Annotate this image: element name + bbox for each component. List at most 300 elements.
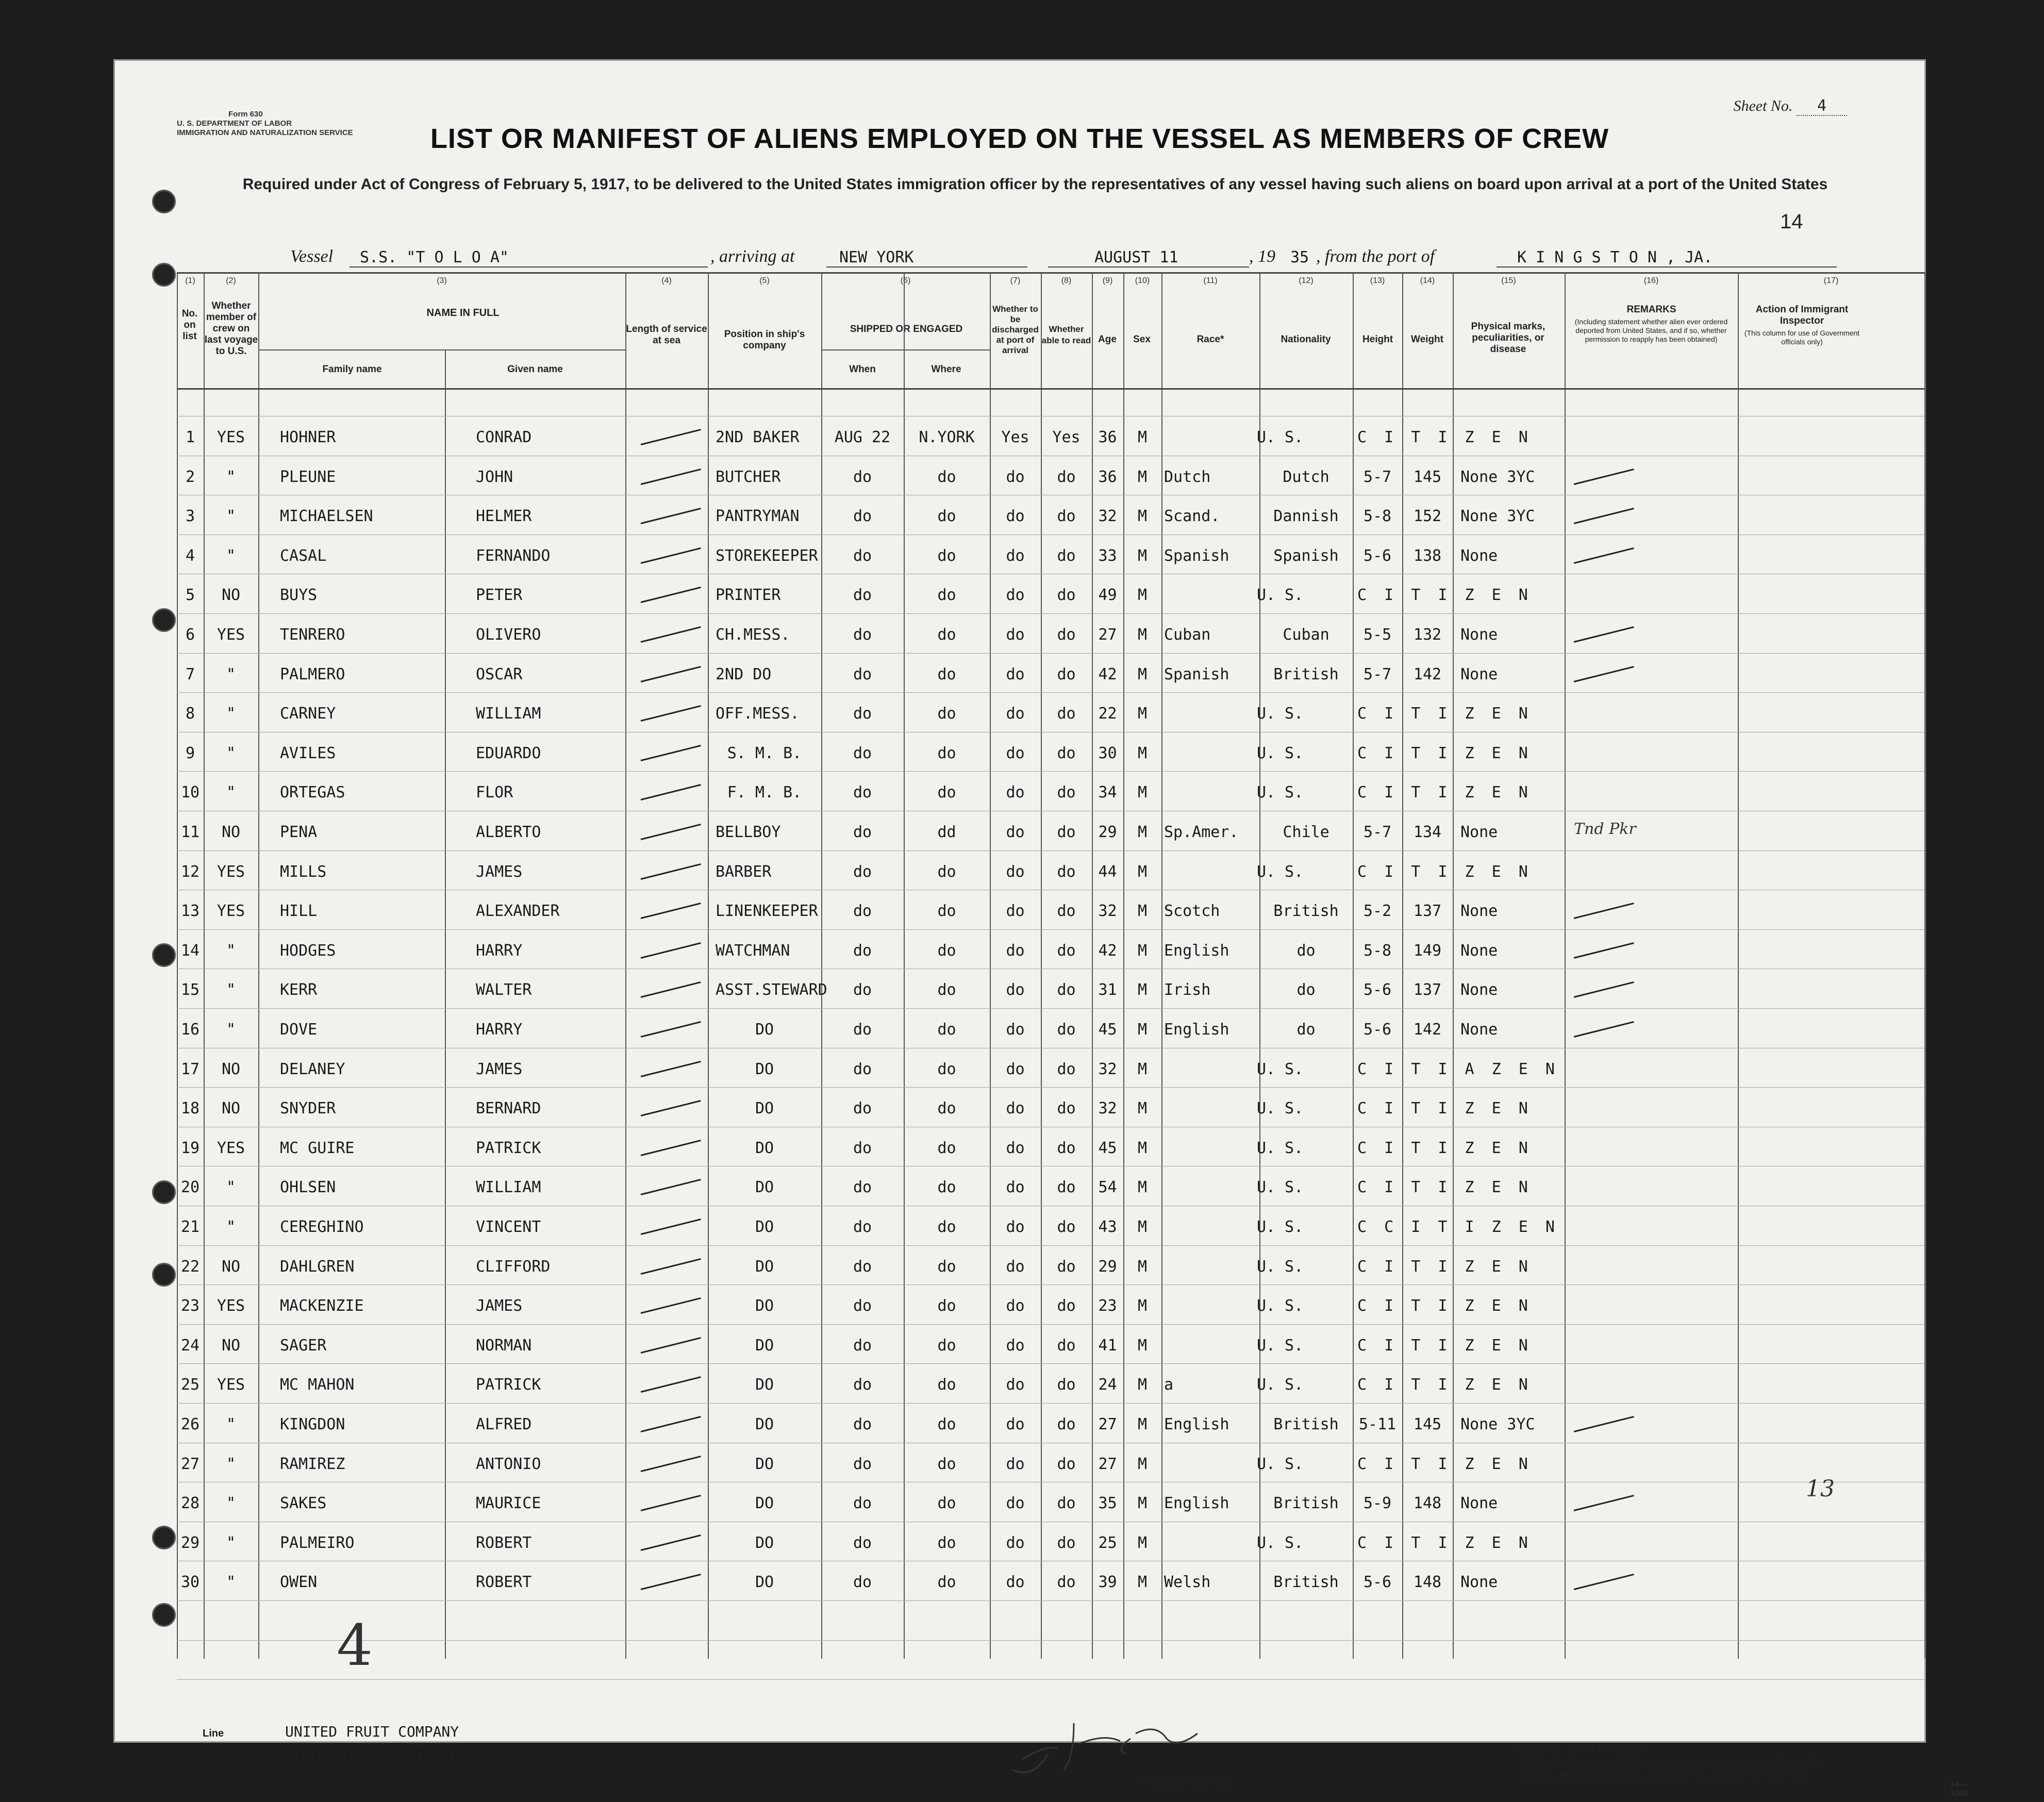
inspector-signature	[1002, 1713, 1270, 1785]
row-rule	[177, 1284, 1924, 1285]
given-name: WILLIAM	[476, 705, 541, 723]
crew-member-flag: "	[226, 546, 236, 565]
position: BUTCHER	[716, 468, 781, 486]
table-row	[177, 820, 1924, 844]
position: OFF.MESS.	[716, 705, 800, 723]
family-name: CEREGHINO	[280, 1218, 364, 1236]
table-row	[177, 586, 1924, 607]
crew-member-flag: "	[226, 941, 236, 960]
position: DO	[755, 1494, 774, 1513]
discharged: do	[1006, 1573, 1025, 1592]
col-header-read: Whether able to read	[1041, 324, 1091, 345]
crew-member-flag: NO	[221, 1336, 241, 1355]
shipped-where: do	[937, 586, 956, 605]
weight: 149	[1413, 941, 1442, 960]
col-header-marks: Physical marks, peculiarities, or disease	[1471, 321, 1546, 355]
position: BELLBOY	[716, 823, 781, 841]
column-number: (8)	[1061, 276, 1072, 285]
table-row	[177, 1021, 1924, 1041]
shipped-when: do	[853, 586, 872, 605]
age: 27	[1098, 1455, 1117, 1473]
column-number: (15)	[1501, 276, 1516, 285]
shipped-when: do	[853, 981, 872, 999]
sex: M	[1137, 1455, 1148, 1473]
col-header-race: Race*	[1197, 334, 1224, 345]
row-number: 13	[180, 902, 200, 921]
height: 5-7	[1363, 468, 1392, 486]
column-number: (1)	[185, 276, 195, 285]
departure-port: K I N G S T O N , JA.	[1517, 248, 1713, 266]
punch-hole	[152, 943, 176, 967]
physical-marks: None	[1460, 902, 1498, 921]
able-to-read: do	[1057, 586, 1076, 605]
family-name: MC GUIRE	[280, 1139, 355, 1157]
crew-member-flag: "	[226, 1218, 236, 1236]
row-number: 18	[180, 1099, 200, 1118]
col-header-weight: Weight	[1411, 334, 1443, 345]
crew-member-flag: "	[226, 705, 236, 723]
shipped-when: do	[853, 1178, 872, 1197]
sex: M	[1137, 1060, 1148, 1078]
sex: M	[1137, 1139, 1148, 1157]
service-check-mark	[641, 1100, 701, 1116]
shipped-where: do	[937, 1257, 956, 1276]
col-header-name: NAME IN FULL	[426, 307, 500, 319]
table-row	[177, 744, 1924, 765]
sex: M	[1137, 1415, 1148, 1433]
given-name: PATRICK	[476, 1139, 541, 1157]
service-check-mark	[641, 508, 701, 524]
position: DO	[755, 1021, 774, 1039]
age: 27	[1098, 1415, 1117, 1433]
sex: M	[1137, 1494, 1148, 1513]
age: 39	[1098, 1573, 1117, 1592]
discharged: Yes	[1001, 428, 1029, 446]
race: Scotch	[1164, 902, 1220, 921]
discharged: do	[1006, 1060, 1025, 1078]
given-name: WILLIAM	[476, 1178, 541, 1197]
sex: M	[1137, 665, 1148, 683]
position: PRINTER	[716, 586, 781, 605]
height: C I T I Z E N	[1357, 783, 1532, 802]
table-row	[177, 1455, 1924, 1476]
column-number: (9)	[1102, 276, 1113, 285]
age: 45	[1098, 1139, 1117, 1157]
row-rule	[177, 1324, 1924, 1325]
shipped-when: do	[853, 546, 872, 565]
weight: 152	[1413, 507, 1442, 526]
row-number: 4	[185, 546, 195, 565]
position: DO	[755, 1060, 774, 1078]
corner-number: 14	[1780, 210, 1803, 233]
given-name: CONRAD	[476, 428, 532, 446]
shipped-where: do	[937, 468, 956, 486]
service-check-mark	[641, 547, 701, 564]
service-check-mark	[641, 626, 701, 643]
crew-table	[177, 272, 1924, 1664]
physical-marks: None	[1460, 981, 1498, 999]
given-name: JOHN	[476, 468, 513, 486]
shipped-where: do	[937, 1021, 956, 1039]
age: 30	[1098, 744, 1117, 762]
shipped-when: do	[853, 507, 872, 526]
table-row	[177, 863, 1924, 883]
height: 5-8	[1363, 941, 1392, 960]
sex: M	[1137, 1178, 1148, 1197]
crew-member-flag: YES	[217, 902, 245, 921]
age: 44	[1098, 862, 1117, 881]
service-check-mark	[641, 705, 701, 722]
service-check-mark	[641, 1337, 701, 1354]
column-number: (12)	[1299, 276, 1314, 285]
weight: 145	[1413, 468, 1442, 486]
nationality: Chile	[1283, 823, 1330, 841]
nationality: U. S.	[1256, 428, 1304, 446]
height: C I T I Z E N	[1357, 1455, 1532, 1473]
given-name: ALEXANDER	[476, 902, 560, 921]
height: 5-6	[1363, 981, 1392, 999]
table-row	[177, 1060, 1924, 1081]
weight: 142	[1413, 1021, 1442, 1039]
remarks-check-mark	[1574, 942, 1634, 959]
shipped-when: do	[853, 862, 872, 881]
able-to-read: do	[1057, 1099, 1076, 1118]
physical-marks: None	[1460, 546, 1498, 565]
header-bottom-rule	[177, 388, 1924, 390]
service-check-mark	[641, 981, 701, 998]
given-name: ROBERT	[476, 1573, 532, 1592]
shipped-when: do	[853, 1494, 872, 1513]
position: WATCHMAN	[716, 941, 790, 960]
discharged: do	[1006, 1297, 1025, 1315]
able-to-read: do	[1057, 1139, 1076, 1157]
nationality: Cuban	[1283, 626, 1330, 644]
physical-marks: None	[1460, 941, 1498, 960]
sex: M	[1137, 507, 1148, 526]
sex: M	[1137, 626, 1148, 644]
age: 49	[1098, 586, 1117, 605]
shipped-when: do	[853, 705, 872, 723]
sex: M	[1137, 783, 1148, 802]
service-check-mark	[641, 1140, 701, 1156]
shipped-when: do	[853, 1376, 872, 1394]
nationality: British	[1273, 665, 1339, 683]
arrival-year: 35	[1290, 248, 1309, 266]
able-to-read: do	[1057, 902, 1076, 921]
shipped-where: do	[937, 665, 956, 683]
row-rule	[177, 653, 1924, 654]
shipped-where: do	[937, 626, 956, 644]
height: 5-8	[1363, 507, 1392, 526]
column-number: (16)	[1643, 276, 1659, 285]
shipped-where: do	[937, 981, 956, 999]
line-label: Line	[203, 1728, 224, 1739]
age: 29	[1098, 823, 1117, 841]
able-to-read: do	[1057, 1060, 1076, 1078]
given-name: HARRY	[476, 941, 523, 960]
discharged: do	[1006, 507, 1025, 526]
height: 5-11	[1358, 1415, 1397, 1433]
family-name: PLEUNE	[280, 468, 336, 486]
family-name: MC MAHON	[280, 1376, 355, 1394]
table-row	[177, 1258, 1924, 1278]
row-number: 22	[180, 1257, 200, 1276]
remarks-check-mark	[1574, 1574, 1634, 1590]
shipped-where: do	[937, 1099, 956, 1118]
age: 24	[1098, 1376, 1117, 1394]
service-check-mark	[641, 745, 701, 761]
family-name: MILLS	[280, 862, 327, 881]
height: C I T I Z E N	[1357, 705, 1532, 723]
service-check-mark	[641, 1574, 701, 1590]
row-rule	[177, 692, 1924, 693]
discharged: do	[1006, 783, 1025, 802]
row-rule	[177, 771, 1924, 772]
shipped-when: do	[853, 1297, 872, 1315]
position: DO	[755, 1415, 774, 1433]
service-check-mark	[641, 1179, 701, 1195]
row-rule	[177, 850, 1924, 851]
able-to-read: do	[1057, 823, 1076, 841]
crew-member-flag: NO	[221, 1257, 241, 1276]
family-name: CASAL	[280, 546, 327, 565]
col-header-nationality: Nationality	[1281, 334, 1331, 345]
form-number: Form 630	[228, 110, 263, 119]
nationality: Dutch	[1283, 468, 1330, 486]
able-to-read: do	[1057, 1336, 1076, 1355]
punch-hole	[152, 1603, 176, 1627]
service-check-mark	[641, 942, 701, 959]
crew-member-flag: NO	[221, 823, 241, 841]
sex: M	[1137, 862, 1148, 881]
discharged: do	[1006, 665, 1025, 683]
discharged: do	[1006, 941, 1025, 960]
race: English	[1164, 1021, 1229, 1039]
sex: M	[1137, 1099, 1148, 1118]
service-check-mark	[641, 1456, 701, 1472]
family-name: OWEN	[280, 1573, 318, 1592]
col-header-no: No. on list	[181, 308, 198, 342]
row-rule	[177, 1640, 1924, 1641]
given-name: JAMES	[476, 1060, 523, 1078]
weight: 132	[1413, 626, 1442, 644]
able-to-read: do	[1057, 1297, 1076, 1315]
physical-marks: None	[1460, 823, 1498, 841]
row-number: 14	[180, 941, 200, 960]
shipped-when: do	[853, 902, 872, 921]
position: DO	[755, 1573, 774, 1592]
department: U. S. DEPARTMENT OF LABOR	[177, 119, 292, 128]
table-row	[177, 1494, 1924, 1515]
age: 33	[1098, 546, 1117, 565]
column-number: (7)	[1010, 276, 1021, 285]
crew-member-flag: NO	[221, 1099, 241, 1118]
column-number: (11)	[1203, 276, 1218, 285]
given-name: FERNANDO	[476, 546, 551, 565]
family-name: DAHLGREN	[280, 1257, 355, 1276]
punch-hole	[152, 263, 176, 287]
given-name: VINCENT	[476, 1218, 541, 1236]
sex: M	[1137, 468, 1148, 486]
column-number: (6)	[900, 276, 911, 285]
given-name: JAMES	[476, 862, 523, 881]
col-header-age: Age	[1098, 334, 1117, 345]
header-rule	[821, 349, 990, 351]
family-name: ORTEGAS	[280, 783, 345, 802]
row-number: 28	[180, 1494, 200, 1513]
table-row	[177, 468, 1924, 489]
sex: M	[1137, 546, 1148, 565]
age: 54	[1098, 1178, 1117, 1197]
service-check-mark	[641, 1297, 701, 1314]
table-row	[177, 1534, 1924, 1555]
shipped-where: do	[937, 1573, 956, 1592]
footer-note	[1517, 1744, 1837, 1781]
nationality: U. S.	[1256, 1178, 1304, 1197]
column-number: (10)	[1135, 276, 1150, 285]
shipped-when: do	[853, 1573, 872, 1592]
shipped-where: do	[937, 902, 956, 921]
race: Spanish	[1164, 665, 1229, 683]
position: LINENKEEPER	[716, 902, 818, 921]
nationality: Spanish	[1273, 546, 1339, 565]
row-rule	[177, 1245, 1924, 1246]
table-row	[177, 1178, 1924, 1199]
able-to-read: do	[1057, 1376, 1076, 1394]
shipped-where: do	[937, 1455, 956, 1473]
weight: 142	[1413, 665, 1442, 683]
sex: M	[1137, 981, 1148, 999]
family-name: DELANEY	[280, 1060, 345, 1078]
race: Irish	[1164, 981, 1211, 999]
given-name: EDUARDO	[476, 744, 541, 762]
column-number: (17)	[1823, 276, 1839, 285]
shipped-when: do	[853, 468, 872, 486]
weight: 148	[1413, 1573, 1442, 1592]
col-header-remarks-sub: (Including statement whether alien ever ordered deported from United States, and if so, whether permission to reapply has been obtained)	[1574, 318, 1728, 343]
form-code: 14—1260	[1950, 1780, 1968, 1797]
position: DO	[755, 1099, 774, 1118]
given-name: ANTONIO	[476, 1455, 541, 1473]
service: IMMIGRATION AND NATURALIZATION SERVICE	[177, 128, 353, 137]
able-to-read: do	[1057, 1021, 1076, 1039]
nationality: British	[1273, 902, 1339, 921]
shipped-where: do	[937, 941, 956, 960]
discharged: do	[1006, 981, 1025, 999]
position: DO	[755, 1533, 774, 1552]
row-number: 5	[185, 586, 195, 605]
age: 27	[1098, 626, 1117, 644]
family-name: KINGDON	[280, 1415, 345, 1433]
col-header-length: Length of service at sea	[626, 324, 707, 346]
given-name: ROBERT	[476, 1533, 532, 1552]
col-header-action-sub: (This column for use of Government officials only)	[1744, 329, 1860, 346]
row-rule	[177, 929, 1924, 930]
able-to-read: do	[1057, 1257, 1076, 1276]
physical-marks: None	[1460, 626, 1498, 644]
remarks-check-mark	[1574, 903, 1634, 919]
height: 5-7	[1363, 823, 1392, 841]
position: CH.MESS.	[716, 626, 790, 644]
agents-label: Local Agents	[203, 1771, 267, 1782]
race: Sp.Amer.	[1164, 823, 1239, 841]
page-title: LIST OR MANIFEST OF ALIENS EMPLOYED ON THE VESSEL AS MEMBERS OF CREW	[430, 123, 1609, 154]
sheet-number	[1733, 97, 1847, 115]
nationality: U. S.	[1256, 1533, 1304, 1552]
given-name: WALTER	[476, 981, 532, 999]
remarks-check-mark	[1574, 981, 1634, 998]
crew-member-flag: "	[226, 1533, 236, 1552]
physical-marks: None	[1460, 1021, 1498, 1039]
height: 5-6	[1363, 1573, 1392, 1592]
race: Spanish	[1164, 546, 1229, 565]
weight: 145	[1413, 1415, 1442, 1433]
nationality: U. S.	[1256, 783, 1304, 802]
physical-marks: None 3YC	[1460, 468, 1535, 486]
physical-marks: None	[1460, 1494, 1498, 1513]
position: DO	[755, 1455, 774, 1473]
shipped-where: do	[937, 1060, 956, 1078]
shipped-where: do	[937, 862, 956, 881]
position: DO	[755, 1257, 774, 1276]
shipped-where: N.YORK	[919, 428, 975, 446]
vessel-label: Vessel	[290, 247, 334, 266]
row-number: 26	[180, 1415, 200, 1433]
given-name: ALFRED	[476, 1415, 532, 1433]
sex: M	[1137, 902, 1148, 921]
row-number: 17	[180, 1060, 200, 1078]
row-number: 8	[185, 705, 195, 723]
position: F. M. B.	[727, 783, 802, 802]
row-number: 19	[180, 1139, 200, 1157]
service-check-mark	[641, 784, 701, 800]
service-check-mark	[641, 1061, 701, 1077]
shipped-when: do	[853, 941, 872, 960]
height: 5-6	[1363, 546, 1392, 565]
row-number: 15	[180, 981, 200, 999]
remarks-check-mark	[1574, 508, 1634, 524]
height: C C I T I Z E N	[1357, 1218, 1559, 1236]
age: 29	[1098, 1257, 1117, 1276]
discharged: do	[1006, 1178, 1025, 1197]
table-row	[177, 902, 1924, 923]
column-number: (3)	[437, 276, 447, 285]
remarks-check-mark	[1574, 1495, 1634, 1511]
age: 36	[1098, 428, 1117, 446]
header-rule	[258, 349, 625, 351]
discharged: do	[1006, 902, 1025, 921]
table-row	[177, 1297, 1924, 1317]
crew-member-flag: YES	[217, 626, 245, 644]
family-name: HODGES	[280, 941, 336, 960]
service-check-mark	[641, 1258, 701, 1275]
discharged: do	[1006, 1455, 1025, 1473]
nationality: U. S.	[1256, 1336, 1304, 1355]
age: 42	[1098, 665, 1117, 683]
manifest-sheet	[113, 59, 1968, 1797]
given-name: JAMES	[476, 1297, 523, 1315]
height: C I T I Z E N	[1357, 744, 1532, 762]
col-header-sex: Sex	[1133, 334, 1151, 345]
race: English	[1164, 1494, 1229, 1513]
nationality: U. S.	[1256, 1099, 1304, 1118]
page-subtitle: Required under Act of Congress of February 5, 1917, to be delivered to the United States immigration officer by the representatives of any vessel having such aliens on board upon arrival at a port of the United States	[242, 176, 1828, 193]
col-header-height: Height	[1362, 334, 1393, 345]
sex: M	[1137, 744, 1148, 762]
race: English	[1164, 1415, 1229, 1433]
height: C I T I Z E N	[1357, 1139, 1532, 1157]
service-check-mark	[641, 666, 701, 682]
